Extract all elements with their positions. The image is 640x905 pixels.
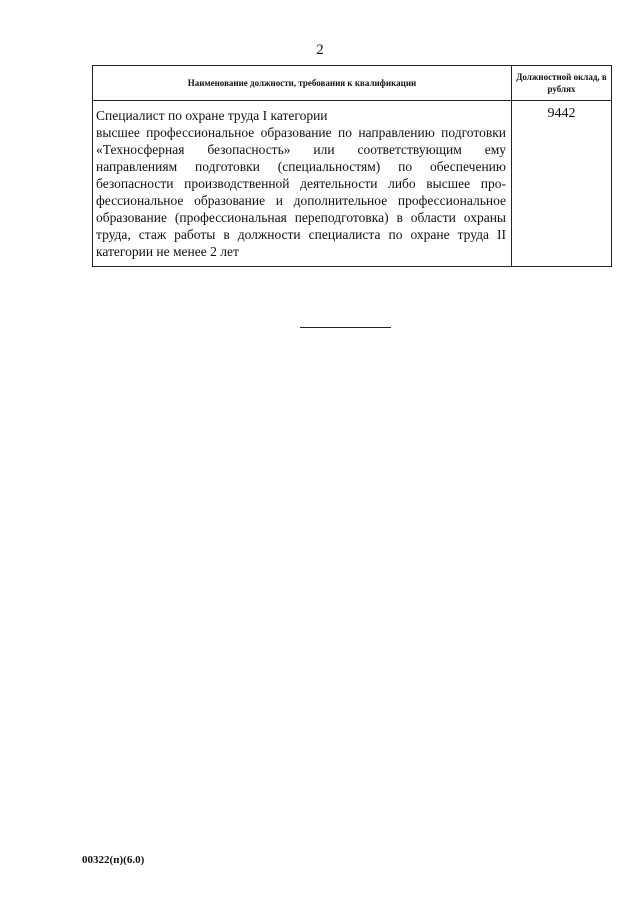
table-header-row bbox=[93, 66, 612, 101]
table-row bbox=[93, 101, 612, 267]
position-cell bbox=[93, 101, 512, 267]
page-number: 2 bbox=[316, 42, 324, 58]
position-title: Специалист по охране труда I категории bbox=[96, 108, 328, 123]
separator-line bbox=[300, 327, 391, 328]
header-position-name: Наименование должности, требования к квалификации bbox=[93, 66, 512, 101]
salary-table bbox=[92, 65, 612, 267]
salary-value: 9442 bbox=[512, 101, 612, 267]
header-salary: Должностной оклад, в рублях bbox=[512, 66, 612, 101]
footer-code: 00322(п)(6.0) bbox=[82, 854, 145, 866]
position-requirements: высшее профессиональное образование по направлению подготовки «Техносферная безопасность» или соответствующим ему направлениям подготовки (специальностям) по обеспечению безопасности производственной деятельности либо высшее профессиональное образование и дополнительное профессиональное образование (профессиональная переподготовка) в области охраны труда, стаж работы в должности специалиста по охране труда II категории не менее 2 лет bbox=[96, 125, 506, 259]
